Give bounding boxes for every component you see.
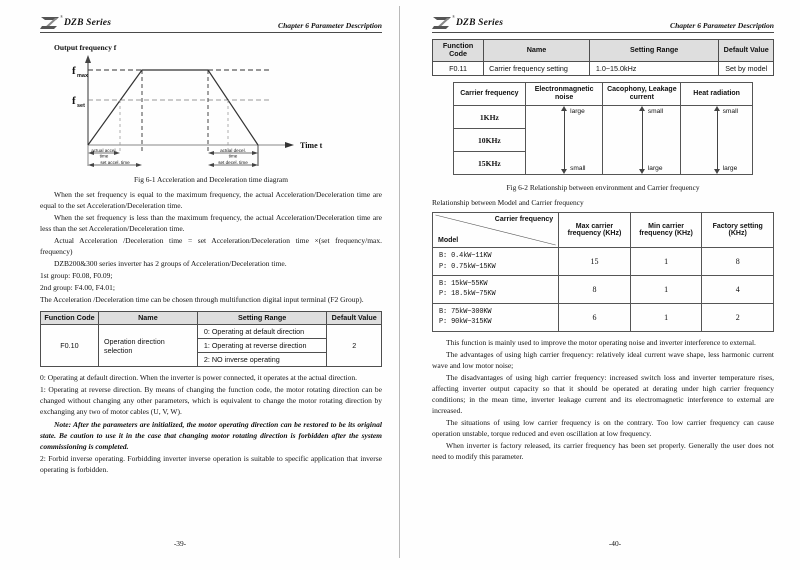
table-carrier-environment (453, 82, 753, 176)
cell-min: 1 (630, 276, 702, 304)
brand-group (432, 16, 503, 30)
arrow-down-icon (714, 169, 720, 174)
cell-range-2: 2: NO inverse operating (197, 353, 327, 367)
cell-function-code: F0.11 (433, 61, 484, 75)
table-header-row (433, 40, 774, 62)
note-1: 1: Operating at reverse direction. By means of changing the function code, the motor rotating direction can be changed without changing any other parameters, which is equivalent to change the motor rotating direction by exchanging any two of motor cables (U, V, W). (40, 385, 382, 417)
arrow-label-top: small (722, 108, 738, 116)
col-carrier-frequency: Carrier frequency (454, 82, 526, 106)
cell-arrow-heat (681, 106, 753, 175)
cell-arrow-cacophony (603, 106, 681, 175)
col-default-value: Default Value (327, 312, 382, 325)
arrow-label-top: large (570, 108, 585, 116)
col-factory-setting: Factory setting (KHz) (702, 213, 774, 248)
trademark-symbol: ® (59, 14, 63, 19)
multifunction-note: The Acceleration /Deceleration time can be chosen through multifunction digital input terminal (F2 Group). (40, 295, 364, 305)
cell-frequency-15khz: 15KHz (454, 152, 526, 175)
company-logo-icon (432, 14, 455, 30)
label-fset: f (72, 95, 76, 107)
table-row (454, 106, 753, 129)
cell-factory: 4 (702, 276, 774, 304)
note-3: 2: Forbid inverse operating. Forbidding inverter inverse operation is suitable to specific application that inverse operating is forbidden. (40, 453, 382, 474)
paragraph: The disadvantages of using high carrier frequency: increased switch loss and inverter temperature rises, affecting inverter output capacity so that it should be operated at derating under high carrier frequency conditions; in the mean time, inverter leakage current and its electromagnetic interference to external are increased. (432, 372, 774, 415)
group-line: 1st group: F0.08, F0.09; (40, 271, 113, 281)
right-body-text (432, 337, 774, 462)
table-row (41, 325, 382, 339)
page-number-left: -39- (173, 539, 187, 548)
brand-group (40, 16, 111, 30)
paragraph: DZB200&300 series inverter has 2 groups of Acceleration/Deceleration time. (54, 259, 287, 269)
brand-name: DZB Series (456, 18, 504, 28)
left-notes (40, 372, 382, 474)
table-row (433, 303, 774, 331)
col-max-carrier-frequency: Max carrier frequency (KHz) (559, 213, 631, 248)
cell-model (433, 276, 559, 304)
arrow-shaft (564, 110, 565, 170)
corner-label-carrier: Carrier frequency (494, 216, 554, 224)
note-0: 0: Operating at default direction. When the inverter is power connected, it operates at the actual direction. (40, 373, 358, 383)
page-right (400, 0, 800, 570)
paragraph: When inverter is factory released, its carrier frequency has been set properly. Generally the user does not need to modify this parameter. (432, 440, 774, 461)
svg-text:time: time (228, 153, 238, 159)
trademark-symbol: ® (451, 14, 455, 19)
company-logo-icon (40, 14, 63, 30)
arrow-label-bottom: large (722, 165, 738, 173)
table-f0-11 (432, 39, 774, 76)
cell-range-1: 1: Operating at reverse direction (197, 339, 327, 353)
paragraph: This function is mainly used to improve the motor operating noise and inverter interference to external. (446, 337, 756, 347)
chapter-title-left: Chapter 6 Parameter Description (278, 21, 382, 30)
group-line: 2nd group: F4.00, F4.01; (40, 283, 116, 293)
label-time: Time t (300, 141, 323, 150)
arrow-label-bottom: small (570, 165, 586, 173)
col-setting-range: Setting Range (589, 40, 719, 62)
col-function-code: Function Code (433, 40, 484, 62)
cell-default-value: 2 (327, 325, 382, 367)
running-header-right (432, 10, 774, 30)
svg-text:set accel. time: set accel. time (100, 160, 130, 165)
svg-text:time: time (99, 153, 109, 159)
cell-max: 6 (559, 303, 631, 331)
col-function-code: Function Code (41, 312, 99, 325)
arrow-shaft (642, 110, 643, 170)
cell-min: 1 (630, 248, 702, 276)
figure-6-2-caption: Fig 6-2 Relationship between environment and Carrier frequency (506, 183, 700, 193)
running-header-left (40, 10, 382, 30)
svg-text:set decel. time: set decel. time (218, 160, 248, 165)
header-rule-right (432, 32, 774, 33)
model-line-b: B: 75kW~300KW (439, 307, 492, 316)
model-line-p: P: 0.75kW~15KW (439, 262, 496, 271)
header-rule-left (40, 32, 382, 33)
col-default-value: Default Value (719, 40, 774, 62)
col-name: Name (484, 40, 590, 62)
cell-model (433, 248, 559, 276)
arrow-noise (526, 106, 603, 174)
cell-frequency-10khz: 10KHz (454, 129, 526, 152)
figure-6-1-caption: Fig 6-1 Acceleration and Deceleration time diagram (134, 175, 288, 184)
arrow-label-bottom: large (647, 165, 663, 173)
note-warning: Note: After the parameters are initialized, the motor operating direction can be restored to be its original state. Be caution to use it in the case that changing motor rotating direction is forbidden after the system commissioning is completed. (40, 419, 382, 451)
arrow-cacophony (603, 106, 680, 174)
table-row (433, 61, 774, 75)
table-header-row (41, 312, 382, 325)
arrow-down-icon (639, 169, 645, 174)
model-line-p: P: 90kW~315KW (439, 318, 492, 327)
paragraph: When the set frequency is equal to the maximum frequency, the actual Acceleration/Deceleration time are equal to the set Acceleration/Deceleration time. (40, 190, 382, 211)
col-setting-range: Setting Range (197, 312, 327, 325)
arrow-shaft (717, 110, 718, 170)
cell-max: 8 (559, 276, 631, 304)
paragraph: The situations of using low carrier frequency is on the contrary. Too low carrier frequency can cause operation unstable, torque reduced and even oscillation at low frequency. (432, 417, 774, 438)
svg-text:set: set (77, 103, 85, 109)
cell-range-0: 0: Operating at default direction (197, 325, 327, 339)
cell-function-code: F0.10 (41, 325, 99, 367)
cell-max: 15 (559, 248, 631, 276)
table-model-carrier-frequency (432, 212, 774, 331)
cell-default-value: Set by model (719, 61, 774, 75)
col-heat-radiation: Heat radiation (681, 82, 753, 106)
model-table-subhead: Relationship between Model and Carrier frequency (432, 198, 584, 208)
paragraph: The advantages of using high carrier frequency: relatively ideal current wave shape, less harmonic current wave and low motor noise; (432, 349, 774, 370)
cell-factory: 8 (702, 248, 774, 276)
figure-6-1 (40, 43, 382, 184)
cell-factory: 2 (702, 303, 774, 331)
corner-label-model: Model (438, 237, 459, 245)
table-f0-10 (40, 311, 382, 367)
chapter-title-right: Chapter 6 Parameter Description (670, 21, 774, 30)
arrow-heat (681, 106, 752, 174)
svg-text:actual decel.: actual decel. (220, 148, 246, 153)
paragraph: When the set frequency is less than the maximum frequency, the actual Acceleration/Deceleration time are less than the set Acceleration/Deceleration time. (40, 213, 382, 234)
corner-header-cell (433, 213, 559, 248)
figure-6-1-canvas (42, 53, 372, 173)
svg-text:actual accel.: actual accel. (91, 148, 117, 153)
label-fmax: f (72, 65, 76, 77)
cell-arrow-noise (525, 106, 603, 175)
arrow-label-top: small (647, 108, 664, 116)
model-line-b: B: 15kW~55KW (439, 280, 488, 289)
table-header-row (433, 213, 774, 248)
cell-name: Operation direction selection (98, 325, 197, 367)
table-header-row (454, 82, 753, 106)
svg-text:max: max (77, 73, 89, 79)
left-body-text (40, 189, 382, 305)
page-number-right: -40- (608, 539, 622, 548)
cell-min: 1 (630, 303, 702, 331)
model-line-b: B: 0.4kW~11KW (439, 252, 492, 261)
paragraph: Actual Acceleration /Deceleration time = set Acceleration/Deceleration time ×(set frequency/max. frequency) (40, 236, 382, 257)
figure-y-axis-label: Output frequency f (54, 43, 117, 52)
col-electromagnetic-noise: Electronmagnetic noise (525, 82, 603, 106)
arrow-down-icon (561, 169, 567, 174)
col-name: Name (98, 312, 197, 325)
col-cacophony-leakage: Cacophony, Leakage current (603, 82, 681, 106)
cell-name: Carrier frequency setting (484, 61, 590, 75)
cell-frequency-1khz: 1KHz (454, 106, 526, 129)
model-line-p: P: 18.5kW~75KW (439, 290, 496, 299)
cell-range: 1.0~15.0kHz (589, 61, 719, 75)
brand-name: DZB Series (64, 18, 112, 28)
table-row (433, 248, 774, 276)
col-min-carrier-frequency: Min carrier frequency (KHz) (630, 213, 702, 248)
cell-model (433, 303, 559, 331)
table-row (433, 276, 774, 304)
